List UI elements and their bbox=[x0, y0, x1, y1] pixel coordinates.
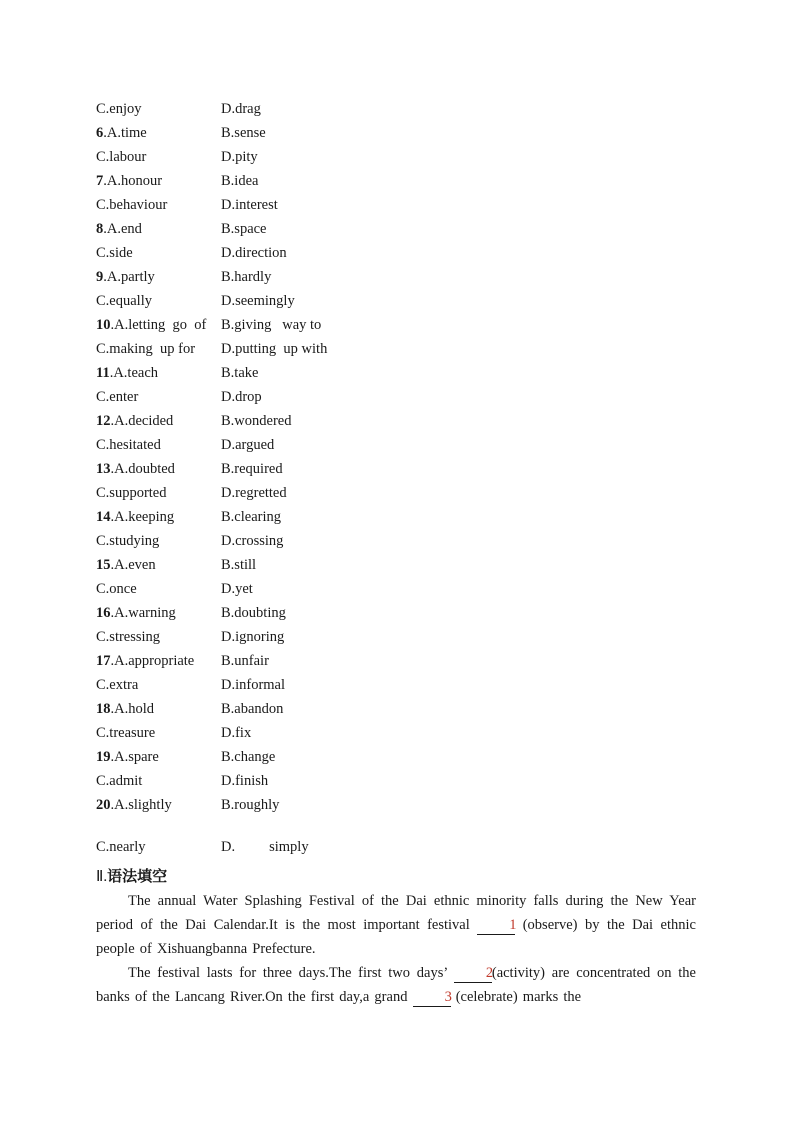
option-row bbox=[96, 433, 401, 457]
option-row bbox=[96, 313, 401, 337]
option-right: B.required bbox=[221, 461, 283, 477]
option-text: C.equally bbox=[96, 293, 152, 309]
option-right: B.change bbox=[221, 749, 276, 765]
option-text: C.admit bbox=[96, 773, 143, 789]
option-right: B.space bbox=[221, 221, 267, 237]
question-number: 6 bbox=[96, 125, 104, 141]
option-text: .A.doubted bbox=[110, 461, 175, 477]
option-right: B.unfair bbox=[221, 653, 269, 669]
option-text: C.treasure bbox=[96, 725, 156, 741]
option-row bbox=[96, 457, 401, 481]
question-number: 16 bbox=[96, 605, 111, 621]
option-left bbox=[96, 457, 221, 481]
option-left bbox=[96, 793, 221, 817]
option-text: C.behaviour bbox=[96, 197, 168, 213]
option-right: B.wondered bbox=[221, 413, 292, 429]
option-left bbox=[96, 121, 221, 145]
option-right: D.seemingly bbox=[221, 293, 295, 309]
option-right: D.informal bbox=[221, 677, 286, 693]
option-text: .A.even bbox=[110, 557, 156, 573]
option-row bbox=[96, 505, 401, 529]
option-row bbox=[96, 697, 401, 721]
option-left bbox=[96, 361, 221, 385]
option-right: D.finish bbox=[221, 773, 269, 789]
option-left bbox=[96, 97, 221, 121]
option-row bbox=[96, 553, 401, 577]
option-text: .A.partly bbox=[103, 269, 155, 285]
option-left bbox=[96, 721, 221, 745]
question-number: 8 bbox=[96, 221, 104, 237]
option-right: B.clearing bbox=[221, 509, 281, 525]
option-text: C.hesitated bbox=[96, 437, 161, 453]
option-left bbox=[96, 265, 221, 289]
option-left bbox=[96, 241, 221, 265]
question-number: 7 bbox=[96, 173, 104, 189]
question-number: 9 bbox=[96, 269, 104, 285]
option-right: B.sense bbox=[221, 125, 266, 141]
option-text: C.labour bbox=[96, 149, 147, 165]
question-number: 18 bbox=[96, 701, 111, 717]
option-row bbox=[96, 769, 401, 793]
option-d-word: simply bbox=[269, 839, 309, 855]
question-number: 10 bbox=[96, 317, 111, 333]
option-left bbox=[96, 625, 221, 649]
option-text: .A.teach bbox=[109, 365, 159, 381]
option-row-20-cd bbox=[96, 835, 401, 859]
blank-2[interactable]: 2 bbox=[454, 964, 492, 983]
question-number: 12 bbox=[96, 413, 111, 429]
passage bbox=[96, 889, 696, 1009]
question-number: 19 bbox=[96, 749, 111, 765]
section-number: Ⅱ. bbox=[96, 869, 108, 885]
option-row bbox=[96, 361, 401, 385]
option-left bbox=[96, 313, 221, 337]
option-row bbox=[96, 217, 401, 241]
option-row bbox=[96, 481, 401, 505]
option-left bbox=[96, 577, 221, 601]
question-number: 15 bbox=[96, 557, 111, 573]
option-left bbox=[96, 433, 221, 457]
option-left bbox=[96, 481, 221, 505]
option-row bbox=[96, 337, 401, 361]
option-right: D.crossing bbox=[221, 533, 284, 549]
option-row bbox=[96, 649, 401, 673]
option-text: .A.time bbox=[103, 125, 147, 141]
option-row bbox=[96, 289, 401, 313]
option-right: D.argued bbox=[221, 437, 275, 453]
option-text: C.supported bbox=[96, 485, 167, 501]
option-left bbox=[96, 769, 221, 793]
options-table bbox=[96, 97, 401, 817]
option-text: .A.decided bbox=[110, 413, 174, 429]
option-left bbox=[96, 193, 221, 217]
blank-1[interactable]: 1 bbox=[477, 916, 515, 935]
section-title: 语法填空 bbox=[107, 867, 168, 885]
option-row bbox=[96, 625, 401, 649]
option-text: .A.honour bbox=[103, 173, 163, 189]
option-text: .A.end bbox=[103, 221, 142, 237]
option-left bbox=[96, 553, 221, 577]
option-text: .A.letting go of bbox=[110, 317, 207, 333]
option-right: D.fix bbox=[221, 725, 252, 741]
option-row bbox=[96, 409, 401, 433]
option-left bbox=[96, 409, 221, 433]
option-right: D.ignoring bbox=[221, 629, 285, 645]
option-row bbox=[96, 385, 401, 409]
option-row bbox=[96, 169, 401, 193]
option-right: D.yet bbox=[221, 581, 253, 597]
question-number: 20 bbox=[96, 797, 111, 813]
option-d-letter: D. bbox=[221, 839, 236, 855]
question-number: 14 bbox=[96, 509, 111, 525]
option-text: .A.hold bbox=[110, 701, 154, 717]
option-row bbox=[96, 721, 401, 745]
option-right: D.direction bbox=[221, 245, 287, 261]
option-row bbox=[96, 265, 401, 289]
option-row bbox=[96, 673, 401, 697]
option-text: C.side bbox=[96, 245, 133, 261]
option-text: C.enter bbox=[96, 389, 139, 405]
option-left bbox=[96, 385, 221, 409]
question-number: 11 bbox=[96, 365, 110, 381]
option-text: .A.warning bbox=[110, 605, 176, 621]
option-row bbox=[96, 97, 401, 121]
option-text: C.extra bbox=[96, 677, 139, 693]
option-text: C.studying bbox=[96, 533, 160, 549]
option-right: B.abandon bbox=[221, 701, 284, 717]
option-text: .A.appropriate bbox=[110, 653, 195, 669]
option-left bbox=[96, 505, 221, 529]
option-left bbox=[96, 649, 221, 673]
option-row bbox=[96, 121, 401, 145]
option-right: B.still bbox=[221, 557, 257, 573]
paragraph-1: The annual Water Splashing Festival of the Dai ethnic minority falls during the New Year period of the Dai Calendar.It is the most important festival 1 (observe) by the Dai ethnic people of Xishuangbanna Prefecture. bbox=[96, 893, 696, 957]
option-right: D.regretted bbox=[221, 485, 287, 501]
option-row bbox=[96, 745, 401, 769]
option-left bbox=[96, 697, 221, 721]
question-number: 17 bbox=[96, 653, 111, 669]
option-left bbox=[96, 601, 221, 625]
option-right: B.roughly bbox=[221, 797, 280, 813]
section-heading bbox=[96, 864, 167, 889]
option-right: B.giving way to bbox=[221, 317, 322, 333]
option-text: C.making up for bbox=[96, 341, 196, 357]
option-text: C.stressing bbox=[96, 629, 161, 645]
option-text: C.enjoy bbox=[96, 101, 142, 117]
option-left bbox=[96, 745, 221, 769]
option-left bbox=[96, 289, 221, 313]
option-text: .A.spare bbox=[110, 749, 159, 765]
option-right: B.hardly bbox=[221, 269, 272, 285]
option-left bbox=[96, 145, 221, 169]
option-right: D.interest bbox=[221, 197, 278, 213]
option-left bbox=[96, 673, 221, 697]
paragraph-2: The festival lasts for three days.The first two days’ 2(activity) are concentrated on the banks of the Lancang River.On the first day,a grand 3 (celebrate) marks the bbox=[96, 965, 696, 1005]
option-c: C.nearly bbox=[96, 839, 146, 855]
option-left bbox=[96, 217, 221, 241]
option-right: B.idea bbox=[221, 173, 259, 189]
option-row bbox=[96, 601, 401, 625]
blank-3[interactable]: 3 bbox=[413, 988, 451, 1007]
option-left bbox=[96, 529, 221, 553]
option-right: D.pity bbox=[221, 149, 258, 165]
option-row bbox=[96, 529, 401, 553]
option-text: .A.slightly bbox=[110, 797, 172, 813]
question-number: 13 bbox=[96, 461, 111, 477]
option-d bbox=[221, 835, 401, 859]
option-right: D.putting up with bbox=[221, 341, 328, 357]
option-right: B.doubting bbox=[221, 605, 286, 621]
option-row bbox=[96, 577, 401, 601]
option-row bbox=[96, 193, 401, 217]
option-row bbox=[96, 145, 401, 169]
option-text: .A.keeping bbox=[110, 509, 175, 525]
option-row bbox=[96, 241, 401, 265]
option-row bbox=[96, 793, 401, 817]
option-right: D.drop bbox=[221, 389, 262, 405]
option-right: D.drag bbox=[221, 101, 261, 117]
option-left bbox=[96, 169, 221, 193]
option-right: B.take bbox=[221, 365, 259, 381]
option-text: C.once bbox=[96, 581, 137, 597]
option-left bbox=[96, 337, 221, 361]
